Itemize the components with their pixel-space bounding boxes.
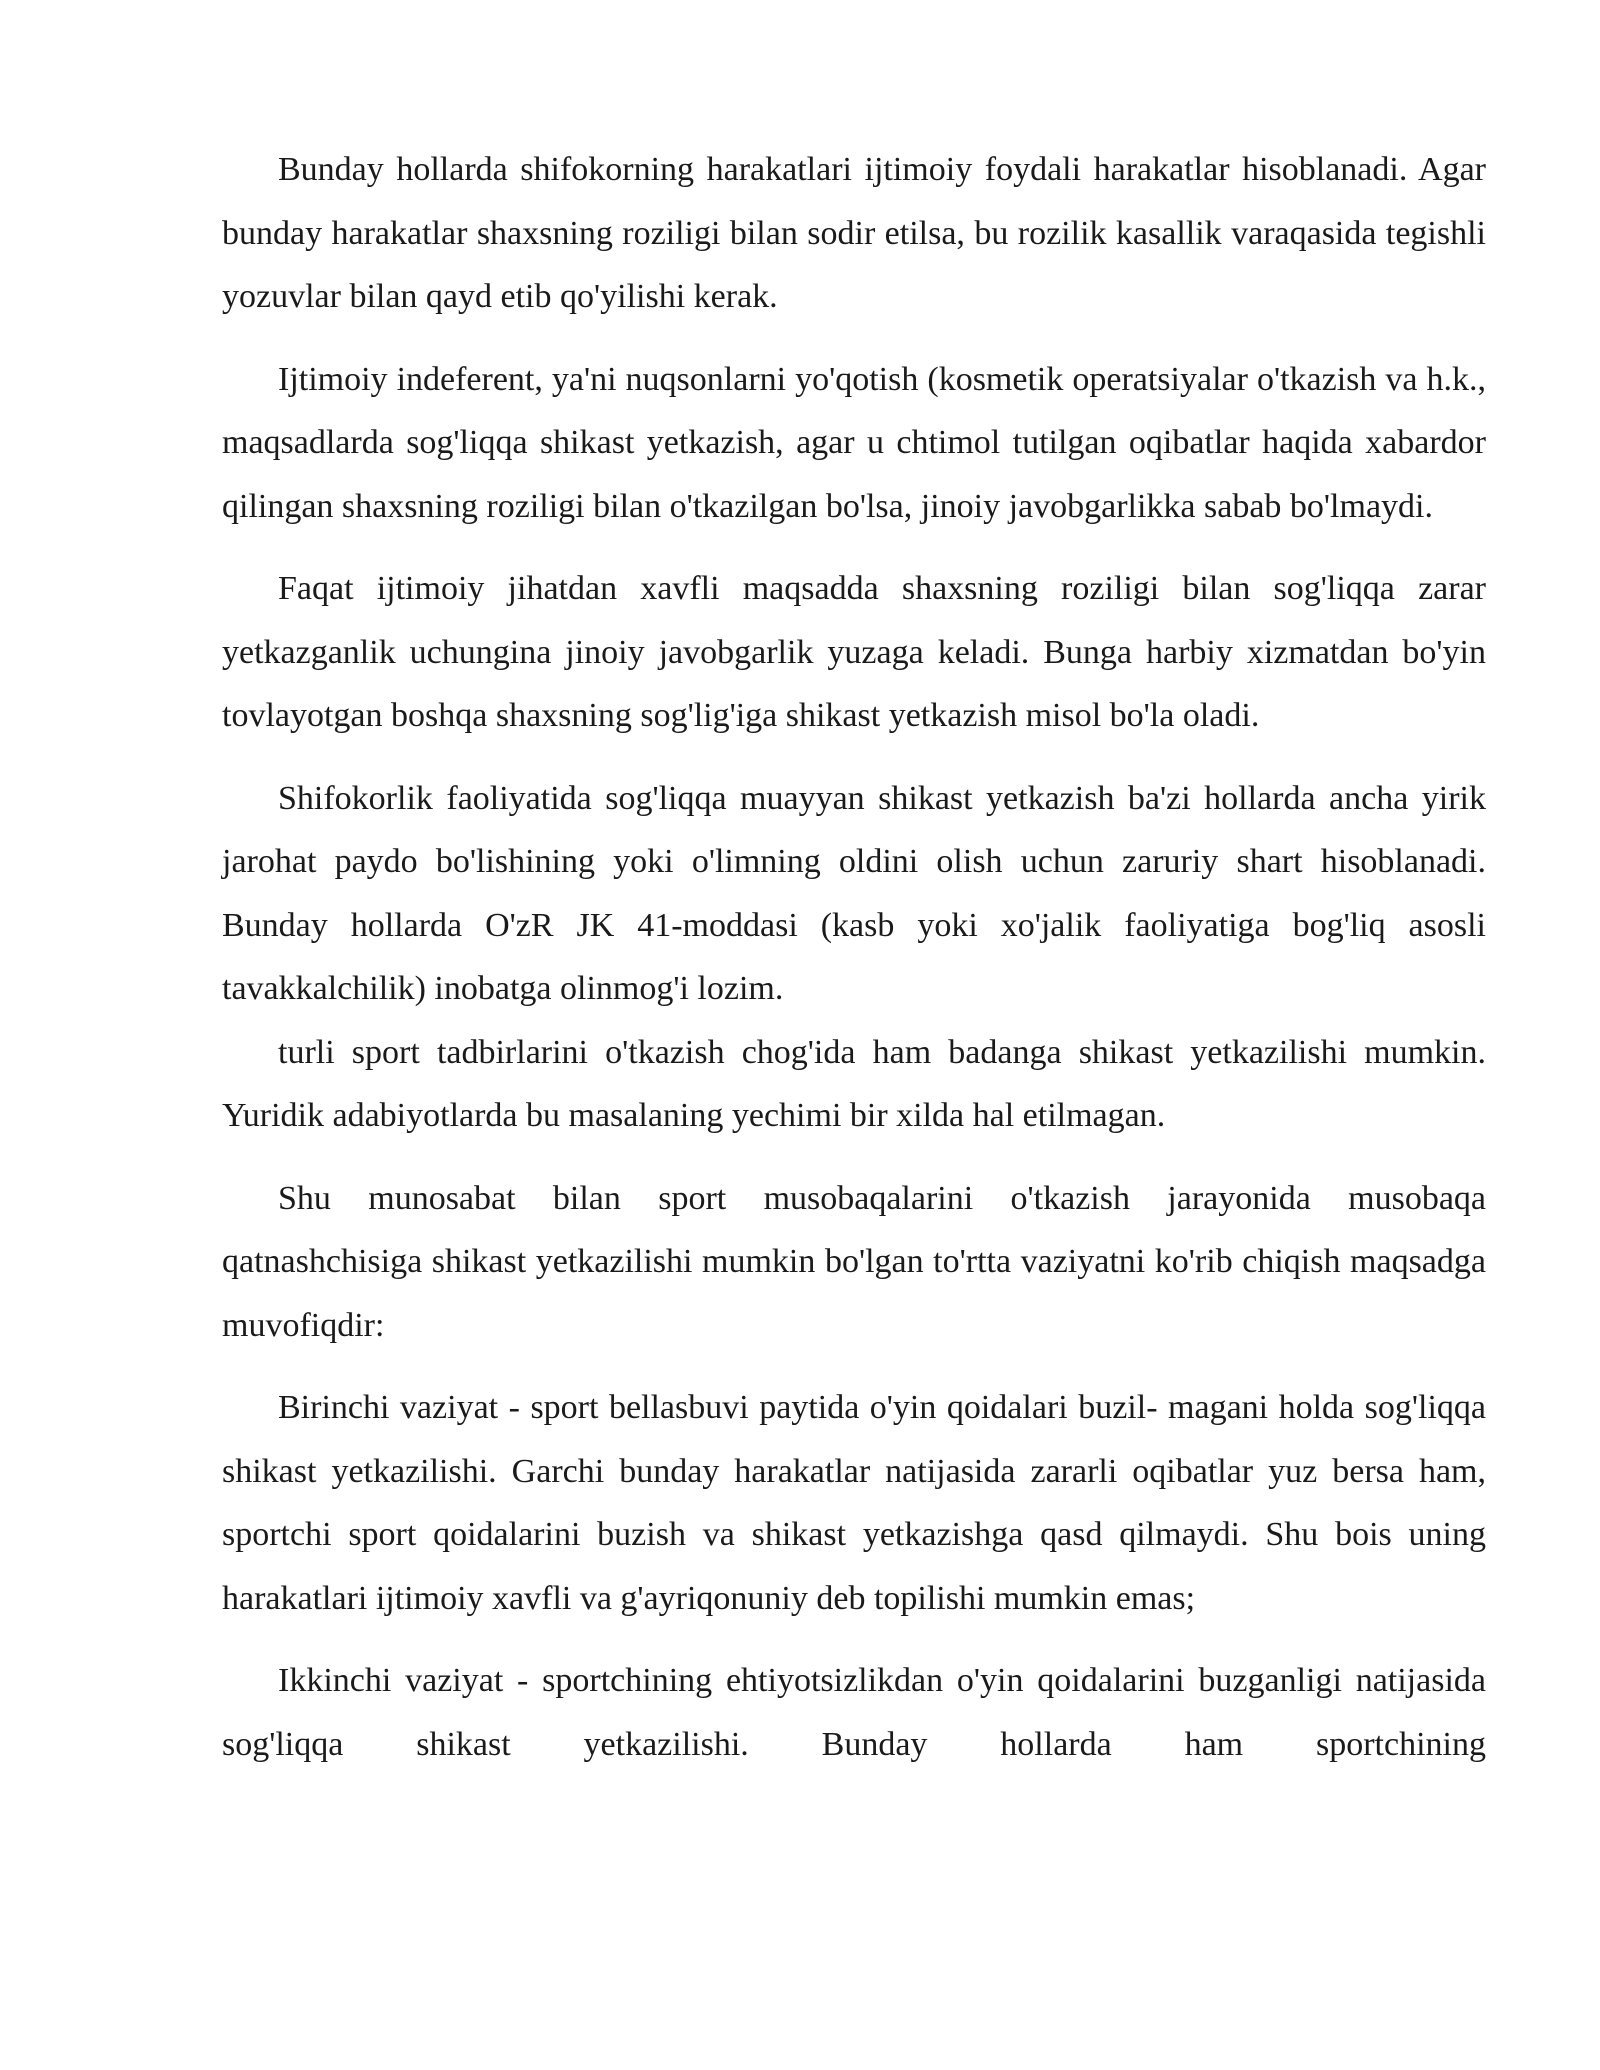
paragraph-6: Shu munosabat bilan sport musobaqalarini o'tkazish jarayonida musobaqa qatnashchisiga shikast yetkazilishi mumkin bo'lgan to'rtta vaziyatni ko'rib chiqish maqsadga muvofiqdir:: [222, 1179, 1486, 1344]
document-body: [222, 138, 1486, 1795]
paragraph-7: Birinchi vaziyat - sport bellasbuvi paytida o'yin qoidalari buzil- magani holda sog'liqqa shikast yetkazilishi. Garchi bunday harakatlar natijasida zararli oqibatlar yuz bersa ham, sportchi sport qoidalarini buzish va shikast yetkazishga qasd qilmaydi. Shu bois uning harakatlari ijtimoiy xavfli va g'ayriqonuniy deb topilishi mumkin emas;: [222, 1389, 1486, 1617]
paragraph-8: Ikkinchi vaziyat - sportchining ehtiyotsizlikdan o'yin qoidalarini buzganligi natijasida sog'liqqa shikast yetkazilishi. Bunday hollarda ham sportchining: [222, 1662, 1486, 1763]
paragraph-3: Faqat ijtimoiy jihatdan xavfli maqsadda shaxsning roziligi bilan sog'liqqa zarar yetkazganlik uchungina jinoiy javobgarlik yuzaga keladi. Bunga harbiy xizmatdan bo'yin tovlayotgan boshqa shaxsning sog'lig'iga shikast yetkazish misol bo'la oladi.: [222, 570, 1486, 734]
paragraph-5: turli sport tadbirlarini o'tkazish chog'ida ham badanga shikast yetkazilishi mumkin. Yuridik adabiyotlarda bu masalaning yechimi bir xilda hal etilmagan.: [222, 1033, 1486, 1134]
paragraph-4: Shifokorlik faoliyatida sog'liqqa muayyan shikast yetkazish ba'zi hollarda ancha yirik jarohat paydo bo'lishining yoki o'limning oldini olish uchun zaruriy shart hisoblanadi. Bunday hollarda O'zR JK 41-moddasi (kasb yoki xo'jalik faoliyatiga bog'liq asosli tavakkalchilik) inobatga olinmog'i lozim.: [222, 779, 1486, 1007]
paragraph-2: Ijtimoiy indeferent, ya'ni nuqsonlarni yo'qotish (kosmetik operatsiyalar o'tkazish va h.k., maqsadlarda sog'liqqa shikast yetkazish, agar u chtimol tutilgan oqibatlar haqida xabardor qilingan shaxsning roziligi bilan o'tkazilgan bo'lsa, jinoiy javobgarlikka sabab bo'lmaydi.: [222, 360, 1486, 525]
paragraph-1: Bunday hollarda shifokorning harakatlari ijtimoiy foydali harakatlar hisoblanadi. Agar bunday harakatlar shaxsning roziligi bilan sodir etilsa, bu rozilik kasallik varaqasida tegishli yozuvlar bilan qayd etib qo'yilishi kerak.: [222, 151, 1486, 315]
